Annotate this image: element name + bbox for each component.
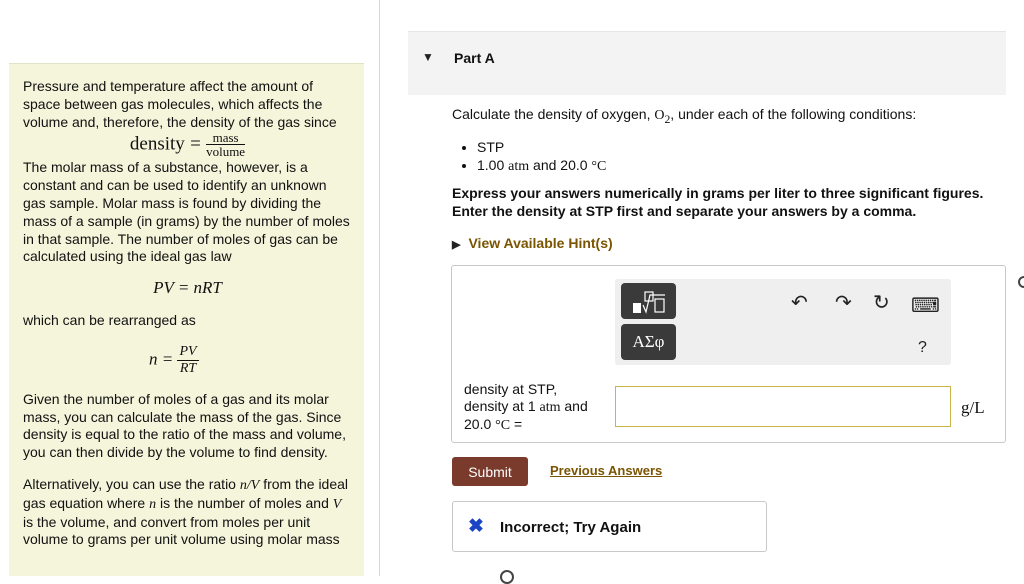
fraction-denominator: volume: [206, 144, 246, 160]
incorrect-x-icon: ✖: [468, 516, 484, 537]
edge-circle-icon: [1018, 276, 1024, 288]
answer-label: density at STP, density at 1 atm and 20.0 °C =: [464, 381, 588, 433]
part-header[interactable]: [408, 31, 1006, 95]
moles-lhs: n =: [149, 349, 174, 369]
intro-paragraph-4: Given the number of moles of a gas and its molar mass, you can calculate the mass of the gas. Since density is equal to the ratio of the mass and volume, you can then divide by the volume to find density.: [23, 390, 346, 461]
hint-label: View Available Hint(s): [468, 235, 613, 251]
symbols-button[interactable]: ΑΣφ: [621, 324, 676, 360]
density-word: density: [129, 133, 185, 155]
intro-paragraph-5: Alternatively, you can use the ratio n/V from the ideal gas equation where n is the number of moles and V is the volume, and convert from moles per unit volume to grams per unit volume using molar mass: [23, 475, 349, 548]
bottom-circle-icon: [500, 570, 514, 584]
reset-icon[interactable]: ↻: [873, 292, 890, 314]
feedback-text: Incorrect; Try Again: [500, 519, 642, 536]
intro-paragraph-2: The molar mass of a substance, however, is a constant and can be used to identify an unknown gas sample. Molar mass is found by dividing the mass of a sample (in grams) by the number of moles in that sample. The number of moles of gas can be calculated using the ideal gas law: [23, 159, 350, 265]
oxygen-formula: $O_2$: [654, 108, 671, 126]
ideal-gas-law-equation: PV = nRT: [153, 278, 222, 298]
fraction-denominator: RT: [179, 360, 197, 376]
intro-paragraph-3: which can be rearranged as: [23, 311, 196, 328]
collapse-triangle-icon[interactable]: ▼: [422, 50, 434, 64]
intro-panel: [9, 63, 364, 576]
fraction-numerator: PV: [179, 343, 197, 359]
column-divider: [379, 0, 380, 576]
answer-box: [451, 265, 1006, 443]
density-answer-input[interactable]: [615, 386, 951, 427]
conditions-list: [452, 138, 1012, 176]
equals-sign: =: [190, 133, 201, 155]
templates-icon: [621, 283, 676, 319]
v-symbol: V: [332, 496, 342, 512]
moles-equation: [23, 344, 352, 377]
density-equation: [23, 131, 352, 158]
fraction-numerator: mass: [206, 131, 245, 145]
redo-icon[interactable]: ↷: [835, 292, 852, 314]
unit-label: g/L: [961, 398, 985, 417]
condition-1atm-20c: • 1.00 atm and 20.0 °C: [477, 156, 1012, 176]
previous-answers-link[interactable]: Previous Answers: [550, 463, 663, 478]
question-text: Calculate the density of oxygen, $O_2$, under each of the following conditions:: [452, 106, 917, 126]
ratio-symbol: n/V: [239, 477, 260, 493]
intro-paragraph-1: Pressure and temperature affect the amount of space between gas molecules, which affects the volume and, therefore, the density of the gas since: [23, 78, 337, 130]
view-hints-link[interactable]: [452, 235, 613, 251]
n-symbol: n: [149, 496, 157, 512]
pv-over-rt-fraction: [177, 344, 198, 377]
caret-right-icon: ▶: [452, 239, 461, 251]
condition-stp: • STP: [477, 138, 1012, 156]
undo-icon[interactable]: ↶: [791, 292, 808, 314]
math-toolbar: [615, 279, 951, 365]
help-icon[interactable]: ?: [918, 339, 927, 356]
templates-button[interactable]: [621, 283, 676, 319]
answer-instructions: Express your answers numerically in grams per liter to three significant figures. Enter the density at STP first and separate your answers by a comma.: [452, 185, 984, 219]
feedback-box: [452, 501, 767, 552]
mass-over-volume-fraction: [206, 131, 245, 158]
keyboard-icon[interactable]: ⌨: [911, 295, 940, 317]
part-title: Part A: [454, 50, 495, 66]
submit-button[interactable]: Submit: [452, 457, 528, 486]
question-prompt: [452, 106, 1012, 176]
